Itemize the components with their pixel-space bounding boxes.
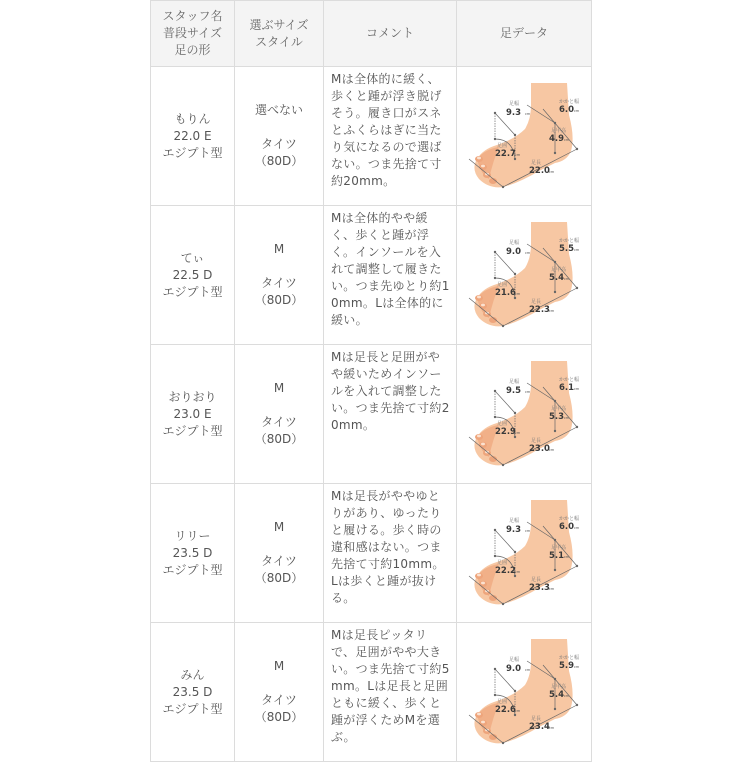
foot-shape: エジプト型 bbox=[162, 562, 223, 577]
table-row bbox=[151, 345, 592, 484]
style-detail: （80D） bbox=[254, 154, 304, 168]
foot-girth-label: 足囲 bbox=[497, 143, 508, 149]
foot-width-label: 足幅 bbox=[509, 657, 520, 663]
foot-instep-label: 足甲高 bbox=[551, 545, 567, 551]
foot-heel-value: 5.5 bbox=[559, 244, 575, 254]
header-comment: コメント bbox=[324, 1, 457, 67]
foot-girth-value: 22.9 bbox=[495, 427, 516, 437]
foot-width-value: 9.3 bbox=[506, 108, 522, 118]
foot-girth-label: 足囲 bbox=[497, 282, 508, 288]
foot-girth-label: 足囲 bbox=[497, 699, 508, 705]
unit-label: cm bbox=[549, 170, 555, 174]
foot-length-label: 足長 bbox=[531, 160, 542, 166]
foot-data-cell bbox=[457, 345, 592, 484]
staff-cell bbox=[151, 623, 235, 762]
unit-label: cm bbox=[515, 292, 521, 296]
foot-heel-label: かかと幅 bbox=[559, 516, 580, 522]
chosen-size: M bbox=[273, 242, 285, 256]
style-name: タイツ bbox=[261, 693, 297, 707]
foot-width-label: 足幅 bbox=[509, 518, 520, 524]
foot-girth-value: 22.6 bbox=[495, 705, 516, 715]
header-usual-size: 普段サイズ bbox=[162, 26, 223, 40]
staff-name: てぃ bbox=[180, 250, 205, 265]
foot-shape: エジプト型 bbox=[162, 701, 223, 716]
foot-length-label: 足長 bbox=[531, 438, 542, 444]
style-name: タイツ bbox=[261, 137, 297, 151]
header-foot-shape: 足の形 bbox=[174, 43, 211, 57]
style-detail: （80D） bbox=[254, 710, 304, 724]
foot-heel-value: 6.0 bbox=[559, 522, 575, 532]
foot-instep-value: 4.9 bbox=[549, 134, 565, 144]
foot-heel-value: 6.1 bbox=[559, 383, 575, 393]
foot-girth-value: 21.6 bbox=[495, 288, 516, 298]
foot-diagram bbox=[463, 214, 585, 336]
foot-shape: エジプト型 bbox=[162, 423, 223, 438]
foot-instep-value: 5.4 bbox=[549, 690, 565, 700]
comment-cell: Mは全体的に緩く、歩くと踵が浮き脱げそう。履き口がスネとふくらはぎに当たり気になるので選ばない。つま先捨て寸約20mm。 bbox=[324, 67, 457, 206]
chosen-size: 選べない bbox=[254, 103, 303, 117]
chosen-size: M bbox=[273, 520, 285, 534]
usual-size: 22.0 E bbox=[173, 128, 212, 143]
header-staff-name: スタッフ名 bbox=[162, 9, 223, 23]
unit-label: cm bbox=[549, 726, 555, 730]
foot-girth-label: 足囲 bbox=[497, 560, 508, 566]
foot-diagram bbox=[463, 75, 585, 197]
unit-label: cm bbox=[574, 526, 580, 530]
style-name: タイツ bbox=[261, 415, 297, 429]
unit-label: cm bbox=[515, 709, 521, 713]
foot-width-value: 9.0 bbox=[506, 664, 522, 674]
foot-diagram bbox=[463, 631, 585, 753]
foot-width-label: 足幅 bbox=[509, 101, 520, 107]
staff-cell bbox=[151, 484, 235, 623]
table-row bbox=[151, 484, 592, 623]
staff-cell bbox=[151, 345, 235, 484]
staff-name: リリー bbox=[174, 528, 211, 543]
header-foot-data: 足データ bbox=[457, 1, 592, 67]
foot-illustration-icon bbox=[463, 353, 585, 475]
foot-illustration-icon bbox=[463, 631, 585, 753]
unit-label: cm bbox=[525, 668, 531, 672]
header-chosen-size: 選ぶサイズ bbox=[249, 17, 309, 32]
style-cell bbox=[235, 67, 324, 206]
unit-label: cm bbox=[564, 694, 570, 698]
foot-instep-label: 足甲高 bbox=[551, 267, 567, 273]
unit-label: cm bbox=[549, 309, 555, 313]
foot-heel-label: かかと幅 bbox=[559, 655, 580, 661]
foot-diagram bbox=[463, 353, 585, 475]
foot-illustration-icon bbox=[463, 492, 585, 614]
style-name: タイツ bbox=[261, 554, 297, 568]
style-detail: （80D） bbox=[254, 293, 304, 307]
foot-length-value: 22.3 bbox=[529, 305, 550, 315]
staff-size-table bbox=[150, 0, 592, 762]
foot-girth-label: 足囲 bbox=[497, 421, 508, 427]
foot-width-value: 9.5 bbox=[506, 386, 522, 396]
foot-data-cell bbox=[457, 623, 592, 762]
unit-label: cm bbox=[525, 529, 531, 533]
foot-length-label: 足長 bbox=[531, 716, 542, 722]
chosen-size: M bbox=[273, 659, 285, 673]
style-detail: （80D） bbox=[254, 571, 304, 585]
staff-name: もりん bbox=[174, 111, 211, 126]
unit-label: cm bbox=[564, 277, 570, 281]
unit-label: cm bbox=[574, 665, 580, 669]
table-header-row bbox=[151, 1, 592, 67]
foot-length-value: 23.4 bbox=[529, 722, 550, 732]
foot-width-value: 9.0 bbox=[506, 247, 522, 257]
foot-heel-value: 6.0 bbox=[559, 105, 575, 115]
foot-instep-label: 足甲高 bbox=[551, 128, 567, 134]
unit-label: cm bbox=[525, 390, 531, 394]
header-style-label: スタイル bbox=[255, 34, 303, 49]
staff-name: みん bbox=[180, 667, 205, 682]
table-row bbox=[151, 623, 592, 762]
usual-size: 23.5 D bbox=[172, 545, 213, 560]
foot-data-cell bbox=[457, 484, 592, 623]
unit-label: cm bbox=[549, 448, 555, 452]
foot-heel-label: かかと幅 bbox=[559, 238, 580, 244]
unit-label: cm bbox=[515, 153, 521, 157]
foot-length-value: 23.3 bbox=[529, 583, 550, 593]
header-style bbox=[235, 1, 324, 67]
unit-label: cm bbox=[574, 248, 580, 252]
style-cell bbox=[235, 206, 324, 345]
staff-name: おりおり bbox=[168, 389, 217, 404]
unit-label: cm bbox=[515, 431, 521, 435]
foot-illustration-icon bbox=[463, 214, 585, 336]
chosen-size: M bbox=[273, 381, 285, 395]
style-cell bbox=[235, 345, 324, 484]
style-cell bbox=[235, 484, 324, 623]
comment-cell: Mは全体的やや緩く、歩くと踵が浮く。インソールを入れて調整して履きたい。つま先ゆとり約10mm。Lは全体的に緩い。 bbox=[324, 206, 457, 345]
foot-width-label: 足幅 bbox=[509, 240, 520, 246]
unit-label: cm bbox=[525, 112, 531, 116]
usual-size: 23.0 E bbox=[173, 406, 212, 421]
foot-illustration-icon bbox=[463, 75, 585, 197]
foot-instep-value: 5.3 bbox=[549, 412, 565, 422]
comment-cell: Mは足長がややゆとりがあり、ゆったりと履ける。歩く時の違和感はない。つま先捨て寸約10mm。Lは歩くと踵が抜ける。 bbox=[324, 484, 457, 623]
staff-cell bbox=[151, 67, 235, 206]
foot-heel-label: かかと幅 bbox=[559, 377, 580, 383]
table-row bbox=[151, 67, 592, 206]
foot-girth-value: 22.7 bbox=[495, 149, 516, 159]
unit-label: cm bbox=[574, 109, 580, 113]
style-detail: （80D） bbox=[254, 432, 304, 446]
foot-heel-label: かかと幅 bbox=[559, 99, 580, 105]
table-row bbox=[151, 206, 592, 345]
foot-instep-value: 5.4 bbox=[549, 273, 565, 283]
foot-length-label: 足長 bbox=[531, 299, 542, 305]
staff-cell bbox=[151, 206, 235, 345]
foot-data-cell bbox=[457, 206, 592, 345]
foot-shape: エジプト型 bbox=[162, 284, 223, 299]
foot-heel-value: 5.9 bbox=[559, 661, 575, 671]
comment-cell: Mは足長と足囲がやや緩いためインソールを入れて調整したい。つま先捨て寸約20mm。 bbox=[324, 345, 457, 484]
foot-diagram bbox=[463, 492, 585, 614]
foot-instep-label: 足甲高 bbox=[551, 684, 567, 690]
unit-label: cm bbox=[574, 387, 580, 391]
style-cell bbox=[235, 623, 324, 762]
foot-width-value: 9.3 bbox=[506, 525, 522, 535]
foot-width-label: 足幅 bbox=[509, 379, 520, 385]
unit-label: cm bbox=[515, 570, 521, 574]
unit-label: cm bbox=[564, 555, 570, 559]
foot-instep-value: 5.1 bbox=[549, 551, 565, 561]
foot-instep-label: 足甲高 bbox=[551, 406, 567, 412]
unit-label: cm bbox=[525, 251, 531, 255]
unit-label: cm bbox=[564, 138, 570, 142]
foot-length-value: 23.0 bbox=[529, 444, 550, 454]
unit-label: cm bbox=[564, 416, 570, 420]
comment-cell: Mは足長ピッタリで、足囲がやや大きい。つま先捨て寸約5mm。Lは足長と足囲ともに緩く、歩くと踵が浮くためMを選ぶ。 bbox=[324, 623, 457, 762]
foot-girth-value: 22.2 bbox=[495, 566, 516, 576]
usual-size: 22.5 D bbox=[172, 267, 213, 282]
foot-length-label: 足長 bbox=[531, 577, 542, 583]
foot-length-value: 22.0 bbox=[529, 166, 550, 176]
usual-size: 23.5 D bbox=[172, 684, 213, 699]
foot-data-cell bbox=[457, 67, 592, 206]
header-staff bbox=[151, 1, 235, 67]
unit-label: cm bbox=[549, 587, 555, 591]
style-name: タイツ bbox=[261, 276, 297, 290]
foot-shape: エジプト型 bbox=[162, 145, 223, 160]
